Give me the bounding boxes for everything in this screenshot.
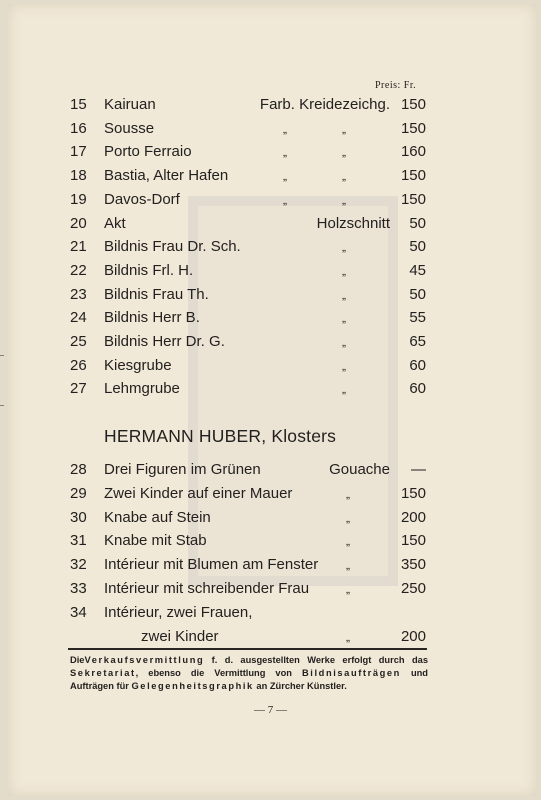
item-price: 60 [409, 380, 426, 398]
ditto-mark: „ [342, 287, 346, 302]
item-price: 150 [400, 484, 426, 502]
item-price: 50 [409, 238, 426, 256]
item-price: 60 [409, 356, 426, 374]
item-number: 30 [70, 508, 87, 526]
item-title-continued: zwei Kinder [141, 627, 219, 645]
item-number: 25 [70, 333, 87, 350]
item-title: Drei Figuren im Grünen [104, 461, 261, 478]
item-number: 16 [70, 119, 87, 137]
item-price: 160 [400, 143, 426, 161]
ditto-mark: „ [342, 145, 346, 160]
item-number: 15 [70, 96, 87, 113]
item-title: Bastia, Alter Hafen [104, 167, 229, 185]
table-row [0, 94, 541, 116]
item-title: Intérieur, zwei Frauen, [104, 603, 253, 621]
footnote-rule [68, 648, 427, 650]
table-row [0, 118, 541, 140]
item-price: 65 [409, 333, 426, 350]
table-row [0, 459, 541, 481]
item-technique: Holzschnitt [316, 214, 390, 232]
item-number: 29 [70, 484, 87, 502]
item-number: 28 [70, 461, 87, 478]
item-number: 23 [70, 285, 87, 303]
table-row [0, 530, 541, 552]
item-price: 150 [400, 96, 426, 113]
ditto-mark: „ [283, 145, 287, 160]
table-row [0, 483, 541, 505]
ditto-mark: „ [342, 121, 346, 136]
table-row [0, 554, 541, 576]
table-row [0, 331, 541, 353]
ditto-mark: „ [342, 240, 346, 255]
item-title: Kairuan [104, 96, 156, 113]
item-title: Porto Ferraio [104, 143, 192, 161]
item-technique: Farb. Kreidezeichg. [259, 96, 390, 113]
item-price: 200 [400, 627, 426, 645]
item-title: Knabe mit Stab [104, 532, 207, 550]
item-number: 22 [70, 261, 87, 279]
ditto-mark: „ [346, 510, 350, 525]
ditto-mark: „ [346, 582, 350, 596]
ditto-mark: „ [346, 486, 350, 501]
item-number: 27 [70, 380, 87, 398]
ditto-mark: „ [346, 558, 350, 573]
item-title: Sousse [104, 119, 155, 137]
edge-mark [0, 405, 4, 406]
page-number: — 7 — [254, 704, 287, 716]
item-title: Intérieur mit Blumen am Fenster [104, 556, 319, 574]
item-number: 34 [70, 603, 87, 621]
table-row [0, 141, 541, 163]
table-row [0, 507, 541, 529]
ditto-mark: „ [342, 311, 346, 326]
table-row [0, 602, 541, 624]
ditto-mark: „ [283, 192, 287, 207]
item-number: 19 [70, 190, 87, 208]
table-row [0, 355, 541, 377]
item-title: Akt [104, 214, 126, 232]
item-title: Bildnis Herr B. [104, 309, 200, 327]
ditto-mark: „ [283, 121, 287, 136]
item-price: 150 [400, 167, 426, 185]
ditto-mark: „ [342, 382, 346, 397]
item-number: 18 [70, 167, 87, 185]
item-price: — [411, 461, 426, 478]
table-row-continuation [0, 626, 541, 648]
item-title: Kiesgrube [104, 356, 172, 374]
item-number: 20 [70, 214, 87, 232]
table-row [0, 213, 541, 235]
ditto-mark: „ [342, 192, 346, 207]
item-title: Knabe auf Stein [104, 508, 211, 526]
table-row [0, 378, 541, 400]
item-title: Intérieur mit schreibender Frau [104, 580, 310, 597]
ditto-mark: „ [346, 629, 350, 644]
table-row [0, 260, 541, 282]
table-row [0, 189, 541, 211]
item-price: 55 [409, 309, 426, 327]
item-price: 50 [409, 214, 426, 232]
ditto-mark: „ [342, 335, 346, 349]
item-number: 33 [70, 580, 87, 597]
footnote: DieVerkaufsvermittlung f. d. ausgestellten Werke erfolgt durch das Sekretariat, ebenso die Vermittlung von Bildnisaufträgen und Aufträgen für Gelegenheitsgraphik an Zürcher Künstler. [70, 655, 428, 691]
item-price: 350 [400, 556, 426, 574]
item-number: 24 [70, 309, 87, 327]
item-number: 31 [70, 532, 87, 550]
price-column-header: Preis: Fr. [375, 80, 417, 91]
item-price: 45 [409, 261, 426, 279]
item-title: Davos-Dorf [104, 190, 180, 208]
item-number: 32 [70, 556, 87, 574]
item-price: 150 [400, 190, 426, 208]
table-row [0, 236, 541, 258]
item-price: 150 [400, 532, 426, 550]
table-row [0, 578, 541, 600]
item-technique: Gouache [329, 461, 390, 478]
item-number: 17 [70, 143, 87, 161]
item-price: 150 [400, 119, 426, 137]
ditto-mark: „ [342, 169, 346, 184]
item-number: 26 [70, 356, 87, 374]
table-row [0, 284, 541, 306]
table-row [0, 165, 541, 187]
item-title: Bildnis Frau Th. [104, 285, 209, 303]
ditto-mark: „ [342, 263, 346, 278]
item-title: Zwei Kinder auf einer Mauer [104, 484, 293, 502]
ditto-mark: „ [283, 169, 287, 184]
item-price: 200 [400, 508, 426, 526]
item-title: Bildnis Frl. H. [104, 261, 194, 279]
ditto-mark: „ [342, 358, 346, 373]
item-title: Bildnis Herr Dr. G. [104, 333, 225, 350]
item-price: 50 [409, 285, 426, 303]
table-row [0, 307, 541, 329]
item-title: Bildnis Frau Dr. Sch. [104, 238, 241, 256]
item-price: 250 [400, 580, 426, 597]
artist-heading: HERMANN HUBER, Klosters [104, 426, 337, 446]
item-number: 21 [70, 238, 87, 256]
item-title: Lehmgrube [104, 380, 180, 398]
ditto-mark: „ [346, 534, 350, 549]
